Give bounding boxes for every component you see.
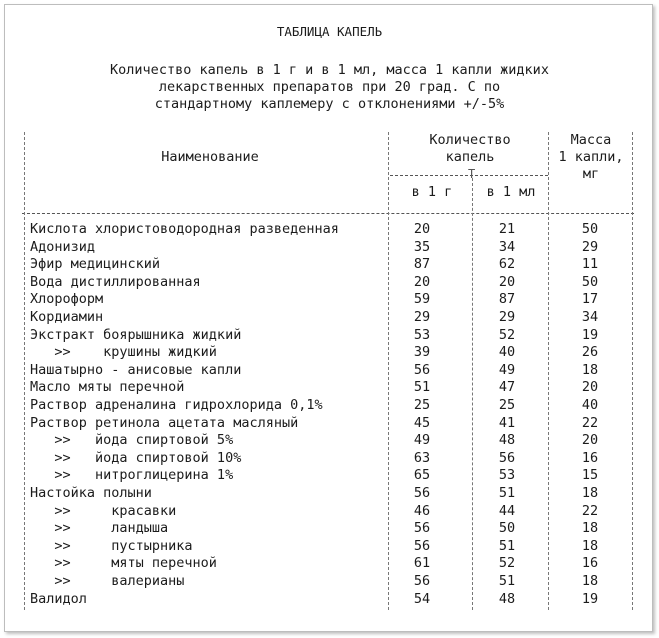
row-per-g: 61 bbox=[413, 555, 431, 572]
row-mass: 15 bbox=[581, 467, 599, 484]
row-per-g: 39 bbox=[413, 344, 431, 361]
row-mass: 50 bbox=[581, 273, 599, 290]
row-per-g: 35 bbox=[413, 238, 431, 255]
row-name: Адонизид bbox=[30, 238, 96, 255]
row-mass: 50 bbox=[581, 221, 599, 237]
header-name: Наименование bbox=[161, 149, 259, 165]
header-mass-line1: Масса bbox=[570, 132, 612, 148]
row-per-ml: 52 bbox=[498, 555, 516, 572]
left-border bbox=[24, 132, 25, 610]
row-per-ml: 47 bbox=[498, 379, 516, 396]
row-mass: 18 bbox=[581, 537, 599, 554]
row-per-g: 49 bbox=[413, 432, 431, 449]
header-per-ml: в 1 мл bbox=[486, 184, 536, 200]
row-name: Нашатырно - анисовые капли bbox=[30, 361, 242, 378]
row-per-ml: 48 bbox=[498, 432, 516, 449]
row-per-g: 46 bbox=[413, 502, 431, 519]
header-per-g: в 1 г bbox=[411, 184, 453, 200]
row-mass: 20 bbox=[581, 379, 599, 396]
row-name: >> мяты перечной bbox=[30, 555, 217, 572]
row-mass: 20 bbox=[581, 432, 599, 449]
row-per-g: 56 bbox=[413, 520, 431, 537]
row-name: >> валерианы bbox=[30, 573, 185, 589]
row-per-g: 53 bbox=[413, 326, 431, 343]
row-per-ml: 52 bbox=[498, 326, 516, 343]
right-border bbox=[632, 132, 633, 610]
row-per-ml: 51 bbox=[498, 537, 516, 554]
row-per-ml: 25 bbox=[498, 397, 516, 413]
row-per-ml: 87 bbox=[498, 291, 516, 308]
row-name: >> ландыша bbox=[30, 520, 169, 537]
row-mass: 18 bbox=[581, 361, 599, 378]
row-per-g: 25 bbox=[413, 397, 431, 413]
row-name: Кордиамин bbox=[30, 309, 104, 325]
row-per-ml: 48 bbox=[498, 590, 516, 607]
row-mass: 17 bbox=[581, 291, 599, 308]
table-title: ТАБЛИЦА КАПЕЛЬ bbox=[276, 24, 383, 39]
row-name: >> пустырника bbox=[30, 537, 193, 554]
subtitle-line-2: лекарственных препаратов при 20 град. С по bbox=[158, 79, 501, 95]
row-per-g: 29 bbox=[413, 309, 431, 325]
row-per-ml: 49 bbox=[498, 361, 516, 378]
row-name: Масло мяты перечной bbox=[30, 379, 185, 396]
row-per-g: 45 bbox=[413, 414, 431, 431]
column-divider-mass bbox=[548, 132, 549, 610]
row-per-ml: 40 bbox=[498, 344, 516, 361]
row-per-ml: 21 bbox=[498, 221, 516, 237]
row-per-g: 20 bbox=[413, 221, 431, 237]
row-name: >> йода спиртовой 5% bbox=[30, 432, 234, 449]
row-name: Хлороформ bbox=[30, 291, 104, 308]
row-mass: 18 bbox=[581, 573, 599, 589]
row-per-g: 56 bbox=[413, 485, 431, 501]
row-per-ml: 50 bbox=[498, 520, 516, 537]
row-name: Раствор ретинола ацетата масляный bbox=[30, 414, 299, 431]
row-name: >> йода спиртовой 10% bbox=[30, 449, 242, 466]
row-per-g: 20 bbox=[413, 273, 431, 290]
row-per-ml: 44 bbox=[498, 502, 516, 519]
row-mass: 18 bbox=[581, 485, 599, 501]
row-per-g: 65 bbox=[413, 467, 431, 484]
row-name: Кислота хлористоводородная разведенная bbox=[30, 221, 339, 237]
row-mass: 26 bbox=[581, 344, 599, 361]
row-per-ml: 53 bbox=[498, 467, 516, 484]
header-t-junction: T bbox=[468, 167, 476, 181]
row-name: >> красавки bbox=[30, 502, 177, 519]
row-per-ml: 62 bbox=[498, 256, 516, 273]
row-per-g: 56 bbox=[413, 573, 431, 589]
row-per-ml: 29 bbox=[498, 309, 516, 325]
row-mass: 18 bbox=[581, 520, 599, 537]
row-per-ml: 20 bbox=[498, 273, 516, 290]
subtitle-line-1: Количество капель в 1 г и в 1 мл, масса 1 капли жидких bbox=[110, 62, 549, 78]
row-name: Вода дистиллированная bbox=[30, 273, 201, 290]
header-count-line2: капель bbox=[445, 149, 495, 165]
column-divider-name bbox=[388, 132, 389, 610]
row-per-ml: 51 bbox=[498, 485, 516, 501]
row-per-g: 87 bbox=[413, 256, 431, 273]
row-name: Валидол bbox=[30, 590, 87, 607]
row-per-g: 54 bbox=[413, 590, 431, 607]
row-mass: 11 bbox=[581, 256, 599, 273]
row-mass: 29 bbox=[581, 238, 599, 255]
row-mass: 16 bbox=[581, 555, 599, 572]
header-count-line1: Количество bbox=[429, 132, 511, 148]
column-divider-g-ml bbox=[472, 178, 473, 610]
row-mass: 19 bbox=[581, 590, 599, 607]
row-mass: 22 bbox=[581, 502, 599, 519]
row-name: Настойка полыни bbox=[30, 485, 152, 501]
row-per-g: 56 bbox=[413, 361, 431, 378]
row-mass: 16 bbox=[581, 449, 599, 466]
row-per-ml: 34 bbox=[498, 238, 516, 255]
row-per-ml: 51 bbox=[498, 573, 516, 589]
header-bottom-divider bbox=[22, 213, 634, 214]
row-mass: 22 bbox=[581, 414, 599, 431]
row-mass: 19 bbox=[581, 326, 599, 343]
row-name: Экстракт боярышника жидкий bbox=[30, 326, 242, 343]
row-name: Раствор адреналина гидрохлорида 0,1% bbox=[30, 397, 323, 413]
row-per-g: 51 bbox=[413, 379, 431, 396]
row-name: >> нитроглицерина 1% bbox=[30, 467, 234, 484]
row-per-g: 59 bbox=[413, 291, 431, 308]
row-name: Эфир медицинский bbox=[30, 256, 161, 273]
subtitle-line-3: стандартному каплемеру с отклонениями +/-5% bbox=[154, 96, 505, 112]
header-mass-line2: 1 капли, bbox=[558, 149, 624, 165]
row-name: >> крушины жидкий bbox=[30, 344, 217, 361]
row-per-g: 63 bbox=[413, 449, 431, 466]
row-per-ml: 41 bbox=[498, 414, 516, 431]
row-per-g: 56 bbox=[413, 537, 431, 554]
row-mass: 40 bbox=[581, 397, 599, 413]
header-mass-line3: мг bbox=[582, 166, 600, 182]
row-per-ml: 56 bbox=[498, 449, 516, 466]
row-mass: 34 bbox=[581, 309, 599, 325]
